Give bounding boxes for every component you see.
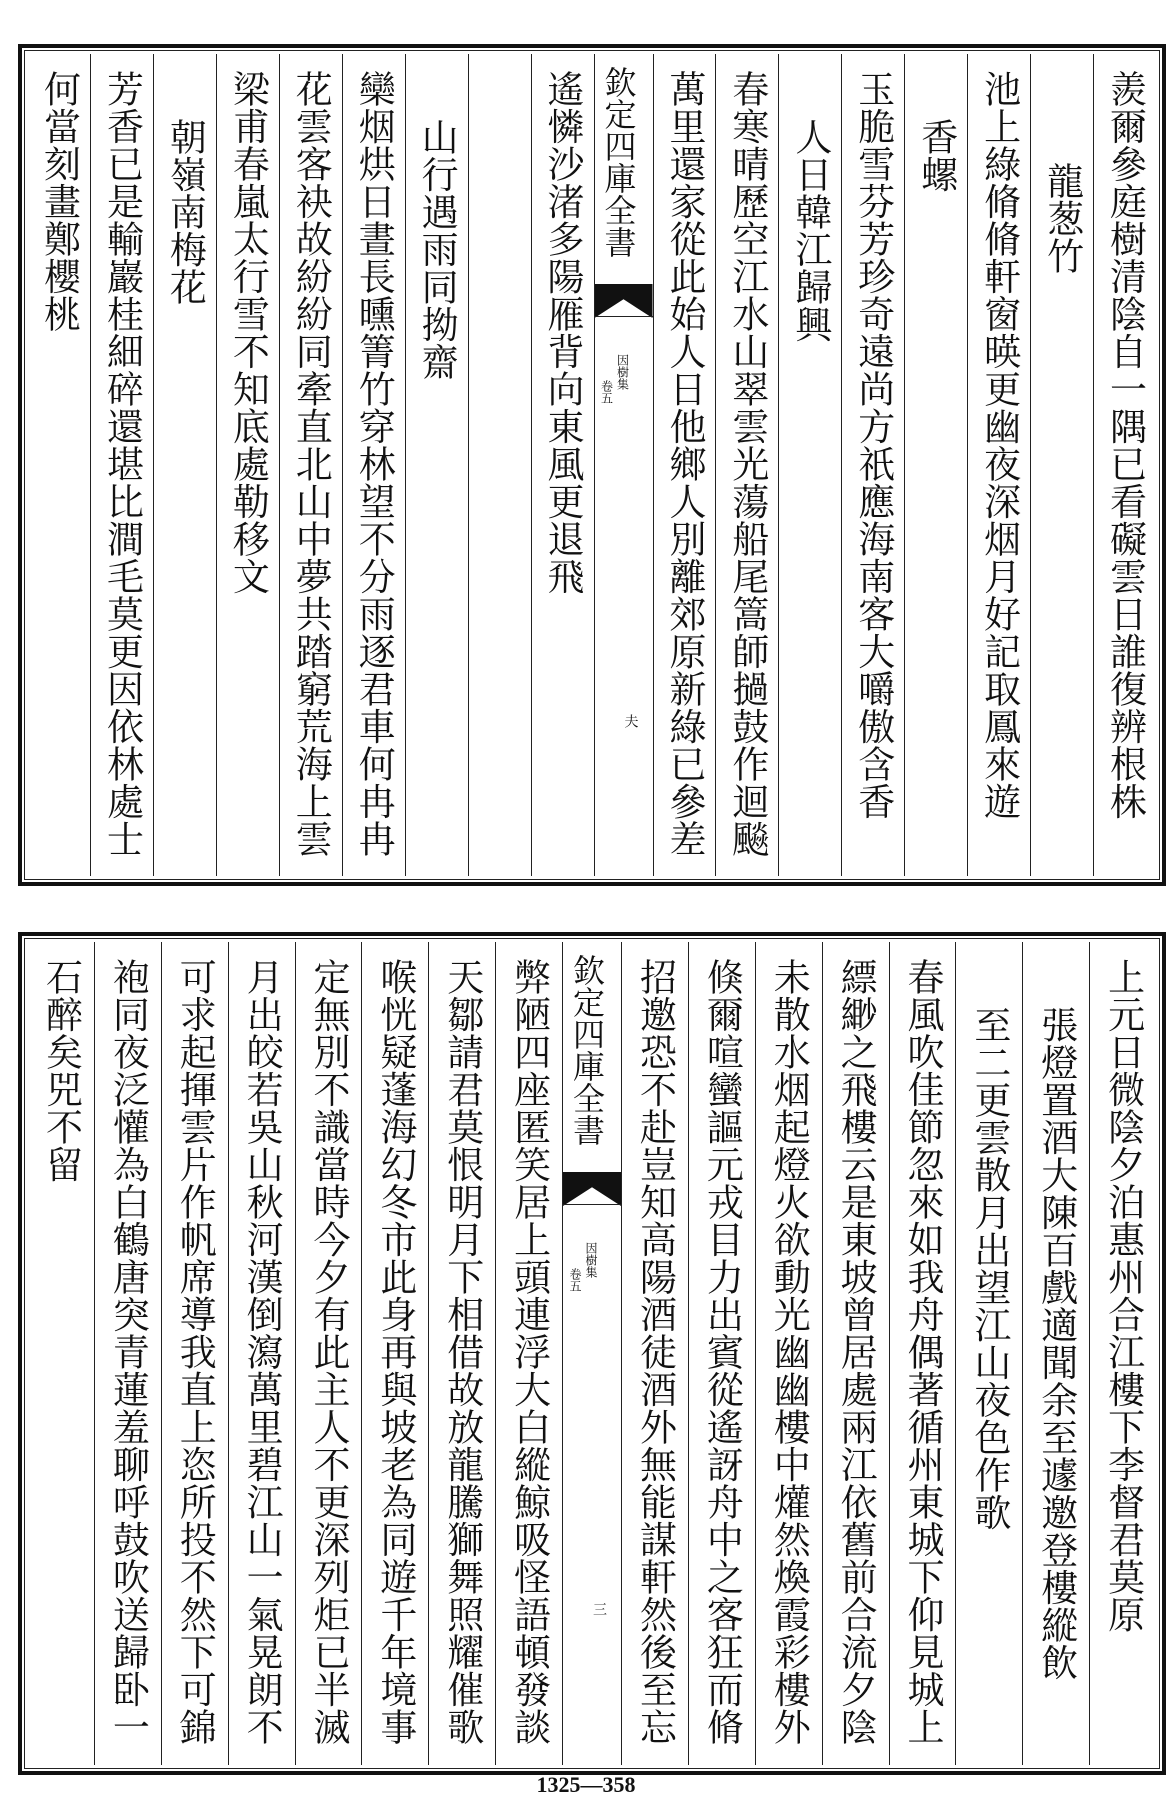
- column-text: 上元日微陰夕泊惠州合江樓下李督君莫原: [1101, 958, 1145, 1633]
- center-book-title: 欽定四庫全書: [599, 66, 638, 258]
- column-text: 招邀恐不赴豈知高陽酒徒酒外無能謀軒然後至忘: [633, 958, 677, 1746]
- column-text: 春寒晴歷空江水山翠雲光蕩船尾篙師撾鼓作迴飈: [725, 70, 769, 858]
- text-column: [967, 54, 1030, 876]
- center-book-title: 欽定四庫全書: [568, 954, 606, 1146]
- column-text: 石醉矣兕不留: [39, 958, 83, 1183]
- column-text: 張燈置酒大陳百戲適聞余至遽邀登樓縱飲: [1034, 1006, 1078, 1681]
- page-number: 1325—358: [536, 1772, 636, 1797]
- lower-text-columns: [28, 942, 1156, 1765]
- column-text: 池上綠脩脩軒窗暎更幽夜深烟月好記取鳳來遊: [977, 70, 1021, 820]
- column-text: 梁甫春嵐太行雪不知底處勒移文: [226, 70, 270, 595]
- center-collection-title: 因樹集: [584, 1242, 598, 1278]
- text-column: [715, 54, 778, 876]
- column-text: 萬里還家從此始人日他鄉人別離郊原新綠已參差: [662, 70, 706, 858]
- text-column: [295, 942, 362, 1765]
- text-column: [531, 54, 594, 876]
- column-text: 至二更雲散月出望江山夜色作歌: [967, 1006, 1011, 1531]
- text-column: [688, 942, 755, 1765]
- column-text: 遙憐沙渚多陽雁背向東風更退飛: [541, 70, 585, 595]
- column-text: 定無別不識當時今夕有此主人不更深列炬已半滅: [306, 958, 350, 1746]
- text-column: [621, 942, 688, 1765]
- text-column: [822, 942, 889, 1765]
- text-column: [216, 54, 279, 876]
- fish-tail-mark: [595, 284, 653, 318]
- text-column: [955, 942, 1022, 1765]
- column-text: 縹緲之飛樓云是東坡曾居處兩江依舊前合流夕陰: [834, 958, 878, 1746]
- center-volume-label: 卷五: [599, 380, 614, 404]
- center-collection-title: 因樹集: [615, 354, 630, 390]
- upper-text-columns: [28, 54, 1156, 876]
- column-text: 未散水烟起燈火欲動光幽幽樓中爟然煥霞彩樓外: [767, 958, 811, 1746]
- text-column: [279, 54, 342, 876]
- column-text: 喉恍疑蓬海幻冬市此身再與坡老為同遊千年境事: [373, 958, 417, 1746]
- fish-tail-rule: [563, 1204, 621, 1225]
- column-text: 芳香已是輸巖桂細碎還堪比澗毛莫更因依林處士: [100, 70, 144, 858]
- fish-tail-rule: [595, 316, 653, 337]
- text-column: [755, 942, 822, 1765]
- center-fold-column: [562, 942, 621, 1765]
- folio-number: 三: [591, 1602, 607, 1616]
- column-text: 春風吹佳節忽來如我舟偶著循州東城下仰見城上: [900, 958, 944, 1746]
- text-column: [1089, 942, 1156, 1765]
- text-column: [1030, 54, 1093, 876]
- text-column: [94, 942, 161, 1765]
- column-text: 弊陋四座匿笑居上頭連浮大白縱鯨吸怪語頓發談: [507, 958, 551, 1746]
- column-text: 欒烟烘日晝長曛箐竹穿林望不分雨逐君車何冉冉: [352, 70, 396, 858]
- text-column: [653, 54, 716, 876]
- text-column: [904, 54, 967, 876]
- fish-tail-mark: [563, 1172, 621, 1206]
- column-text: 山行遇雨同拗齋: [415, 118, 459, 381]
- text-column: [778, 54, 841, 876]
- text-column: [28, 942, 94, 1765]
- text-column: [361, 942, 428, 1765]
- column-text: 天鄒請君莫恨明月下相借故放龍騰獅舞照耀催歌: [440, 958, 484, 1746]
- column-text: 可求起揮雲片作帆席導我直上恣所投不然下可錦: [173, 958, 217, 1746]
- text-column: [428, 942, 495, 1765]
- text-column: [1022, 942, 1089, 1765]
- text-column: [405, 54, 468, 876]
- column-text: 何當刻畫鄭櫻桃: [37, 70, 81, 333]
- text-column: [90, 54, 153, 876]
- text-column: [342, 54, 405, 876]
- text-column: [28, 54, 90, 876]
- text-column: [161, 942, 228, 1765]
- column-text: 羨爾參庭樹清陰自一隅已看礙雲日誰復辨根株: [1103, 70, 1147, 820]
- folio-number: 夫: [622, 714, 639, 728]
- center-volume-label: 卷五: [568, 1268, 582, 1292]
- center-fold-column: [594, 54, 653, 876]
- column-text: 香螺: [914, 118, 958, 193]
- column-text: 玉脆雪芬芳珍奇遠尚方祇應海南客大嚼傲含香: [851, 70, 895, 820]
- column-text: 月出皎若吳山秋河漢倒瀉萬里碧江山一氣晃朗不: [240, 958, 284, 1746]
- column-text: 朝嶺南梅花: [163, 118, 207, 306]
- text-column: [495, 942, 562, 1765]
- text-column: [1093, 54, 1156, 876]
- text-column: [889, 942, 956, 1765]
- text-column: [841, 54, 904, 876]
- column-text: 龍葱竹: [1040, 162, 1084, 275]
- column-text: 花雲客袂故紛紛同牽直北山中夢共踏窮荒海上雲: [289, 70, 333, 858]
- lower-page-panel: [18, 932, 1166, 1775]
- text-column: [468, 54, 531, 876]
- text-column: [228, 942, 295, 1765]
- column-text: 倏爾喧蠻謳元戎目力出賓從遙訝舟中之客狂而脩: [700, 958, 744, 1746]
- upper-page-panel: [18, 44, 1166, 886]
- column-text: 人日韓江歸興: [788, 118, 832, 343]
- text-column: [153, 54, 216, 876]
- column-text: 袍同夜泛懽為白鶴唐突青蓮羞聊呼鼓吹送歸卧一: [106, 958, 150, 1746]
